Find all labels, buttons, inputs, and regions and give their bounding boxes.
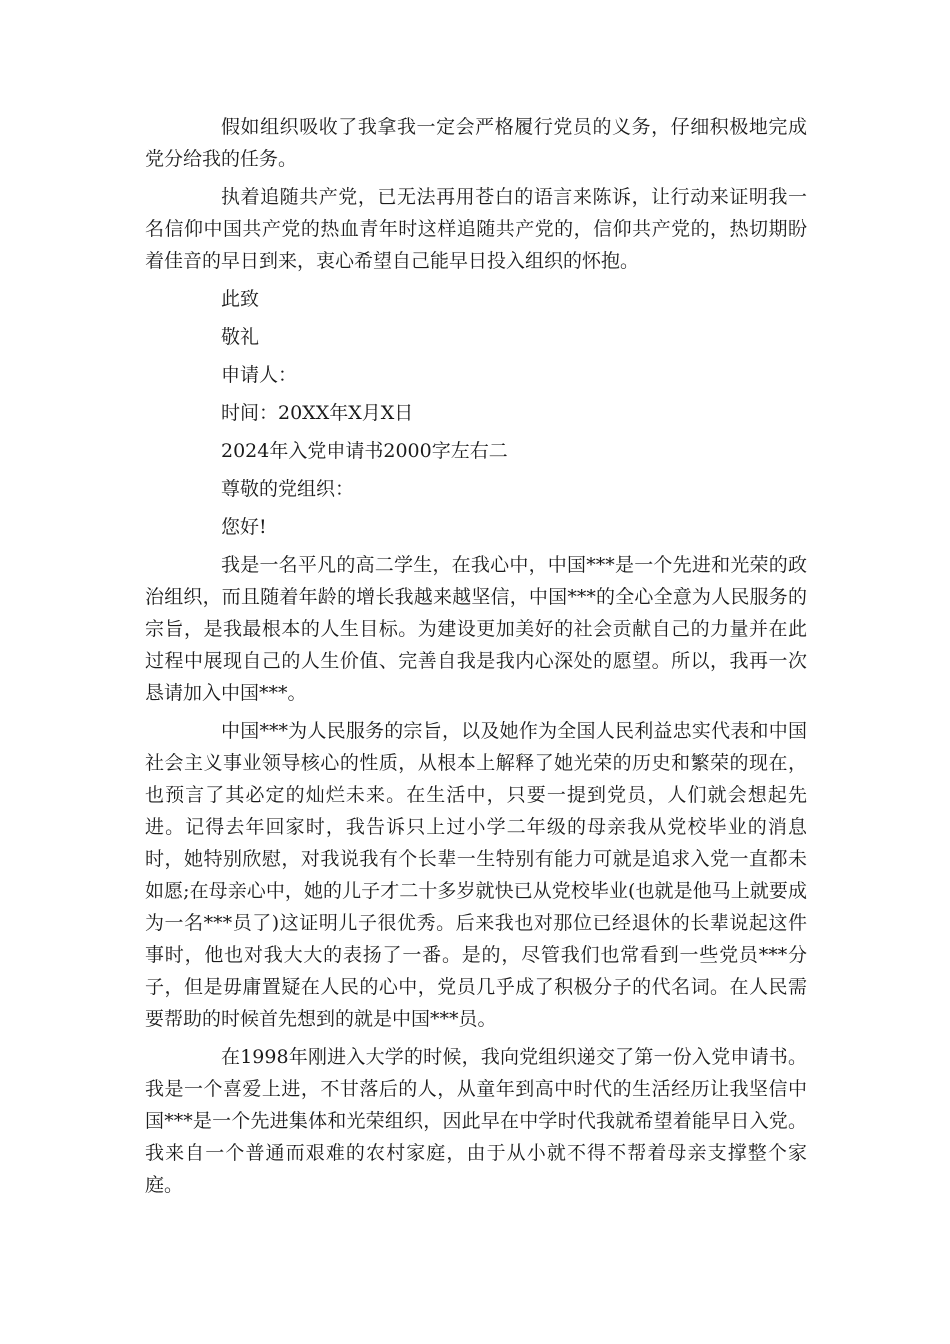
document-page	[145, 111, 807, 1207]
salutation-cizhi: 此致	[221, 288, 260, 310]
paragraph-obligation: 假如组织吸收了我拿我一定会严格履行党员的义务，仔细积极地完成党分给我的任务。	[145, 116, 807, 170]
second-letter-title: 2024年入党申请书2000字左右二	[221, 440, 508, 462]
greeting-line: 尊敬的党组织：	[221, 478, 355, 500]
paragraph-follow-party: 执着追随共产党，已无法再用苍白的语言来陈诉，让行动来证明我一名信仰中国共产党的热血青年时这样追随共产党的，信仰共产党的，热切期盼着佳音的早日到来，衷心希望自己能早日投入组织的怀抱。	[145, 186, 807, 272]
applicant-line: 申请人：	[221, 364, 298, 386]
salutation-jingli: 敬礼	[221, 326, 260, 348]
paragraph-1998-application: 在1998年刚进入大学的时候，我向党组织递交了第一份入党申请书。我是一个喜爱上进，不甘落后的人，从童年到高中时代的生活经历让我坚信中国***是一个先进集体和光荣组织，因此早在中学时代我就希望着能早日入党。我来自一个普通而艰难的农村家庭，由于从小就不得不帮着母亲支撑整个家庭。	[145, 1046, 807, 1196]
hello-line: 您好!	[221, 516, 267, 538]
paragraph-party-purpose: 中国***为人民服务的宗旨，以及她作为全国人民利益忠实代表和中国社会主义事业领导核心的性质，从根本上解释了她光荣的历史和繁荣的现在，也预言了其必定的灿烂未来。在生活中，只要一提到党员，人们就会想起先进。记得去年回家时，我告诉只上过小学二年级的母亲我从党校毕业的消息时，她特别欣慰，对我说我有个长辈一生特别有能力可就是追求入党一直都未如愿;在母亲心中，她的儿子才二十多岁就快已从党校毕业(也就是他马上就要成为一名***员了)这证明儿子很优秀。后来我也对那位已经退休的长辈说起这件事时，他也对我大大的表扬了一番。是的，尽管我们也常看到一些党员***分子，但是毋庸置疑在人民的心中，党员几乎成了积极分子的代名词。在人民需要帮助的时候首先想到的就是中国***员。	[145, 720, 807, 1030]
paragraph-student-intro: 我是一名平凡的高二学生，在我心中，中国***是一个先进和光荣的政治组织，而且随着年龄的增长我越来越坚信，中国***的全心全意为人民服务的宗旨，是我最根本的人生目标。为建设更加美好的社会贡献自己的力量并在此过程中展现自己的人生价值、完善自我是我内心深处的愿望。所以，我再一次恳请加入中国***。	[145, 554, 807, 704]
date-line: 时间：20XX年X月X日	[221, 402, 414, 424]
